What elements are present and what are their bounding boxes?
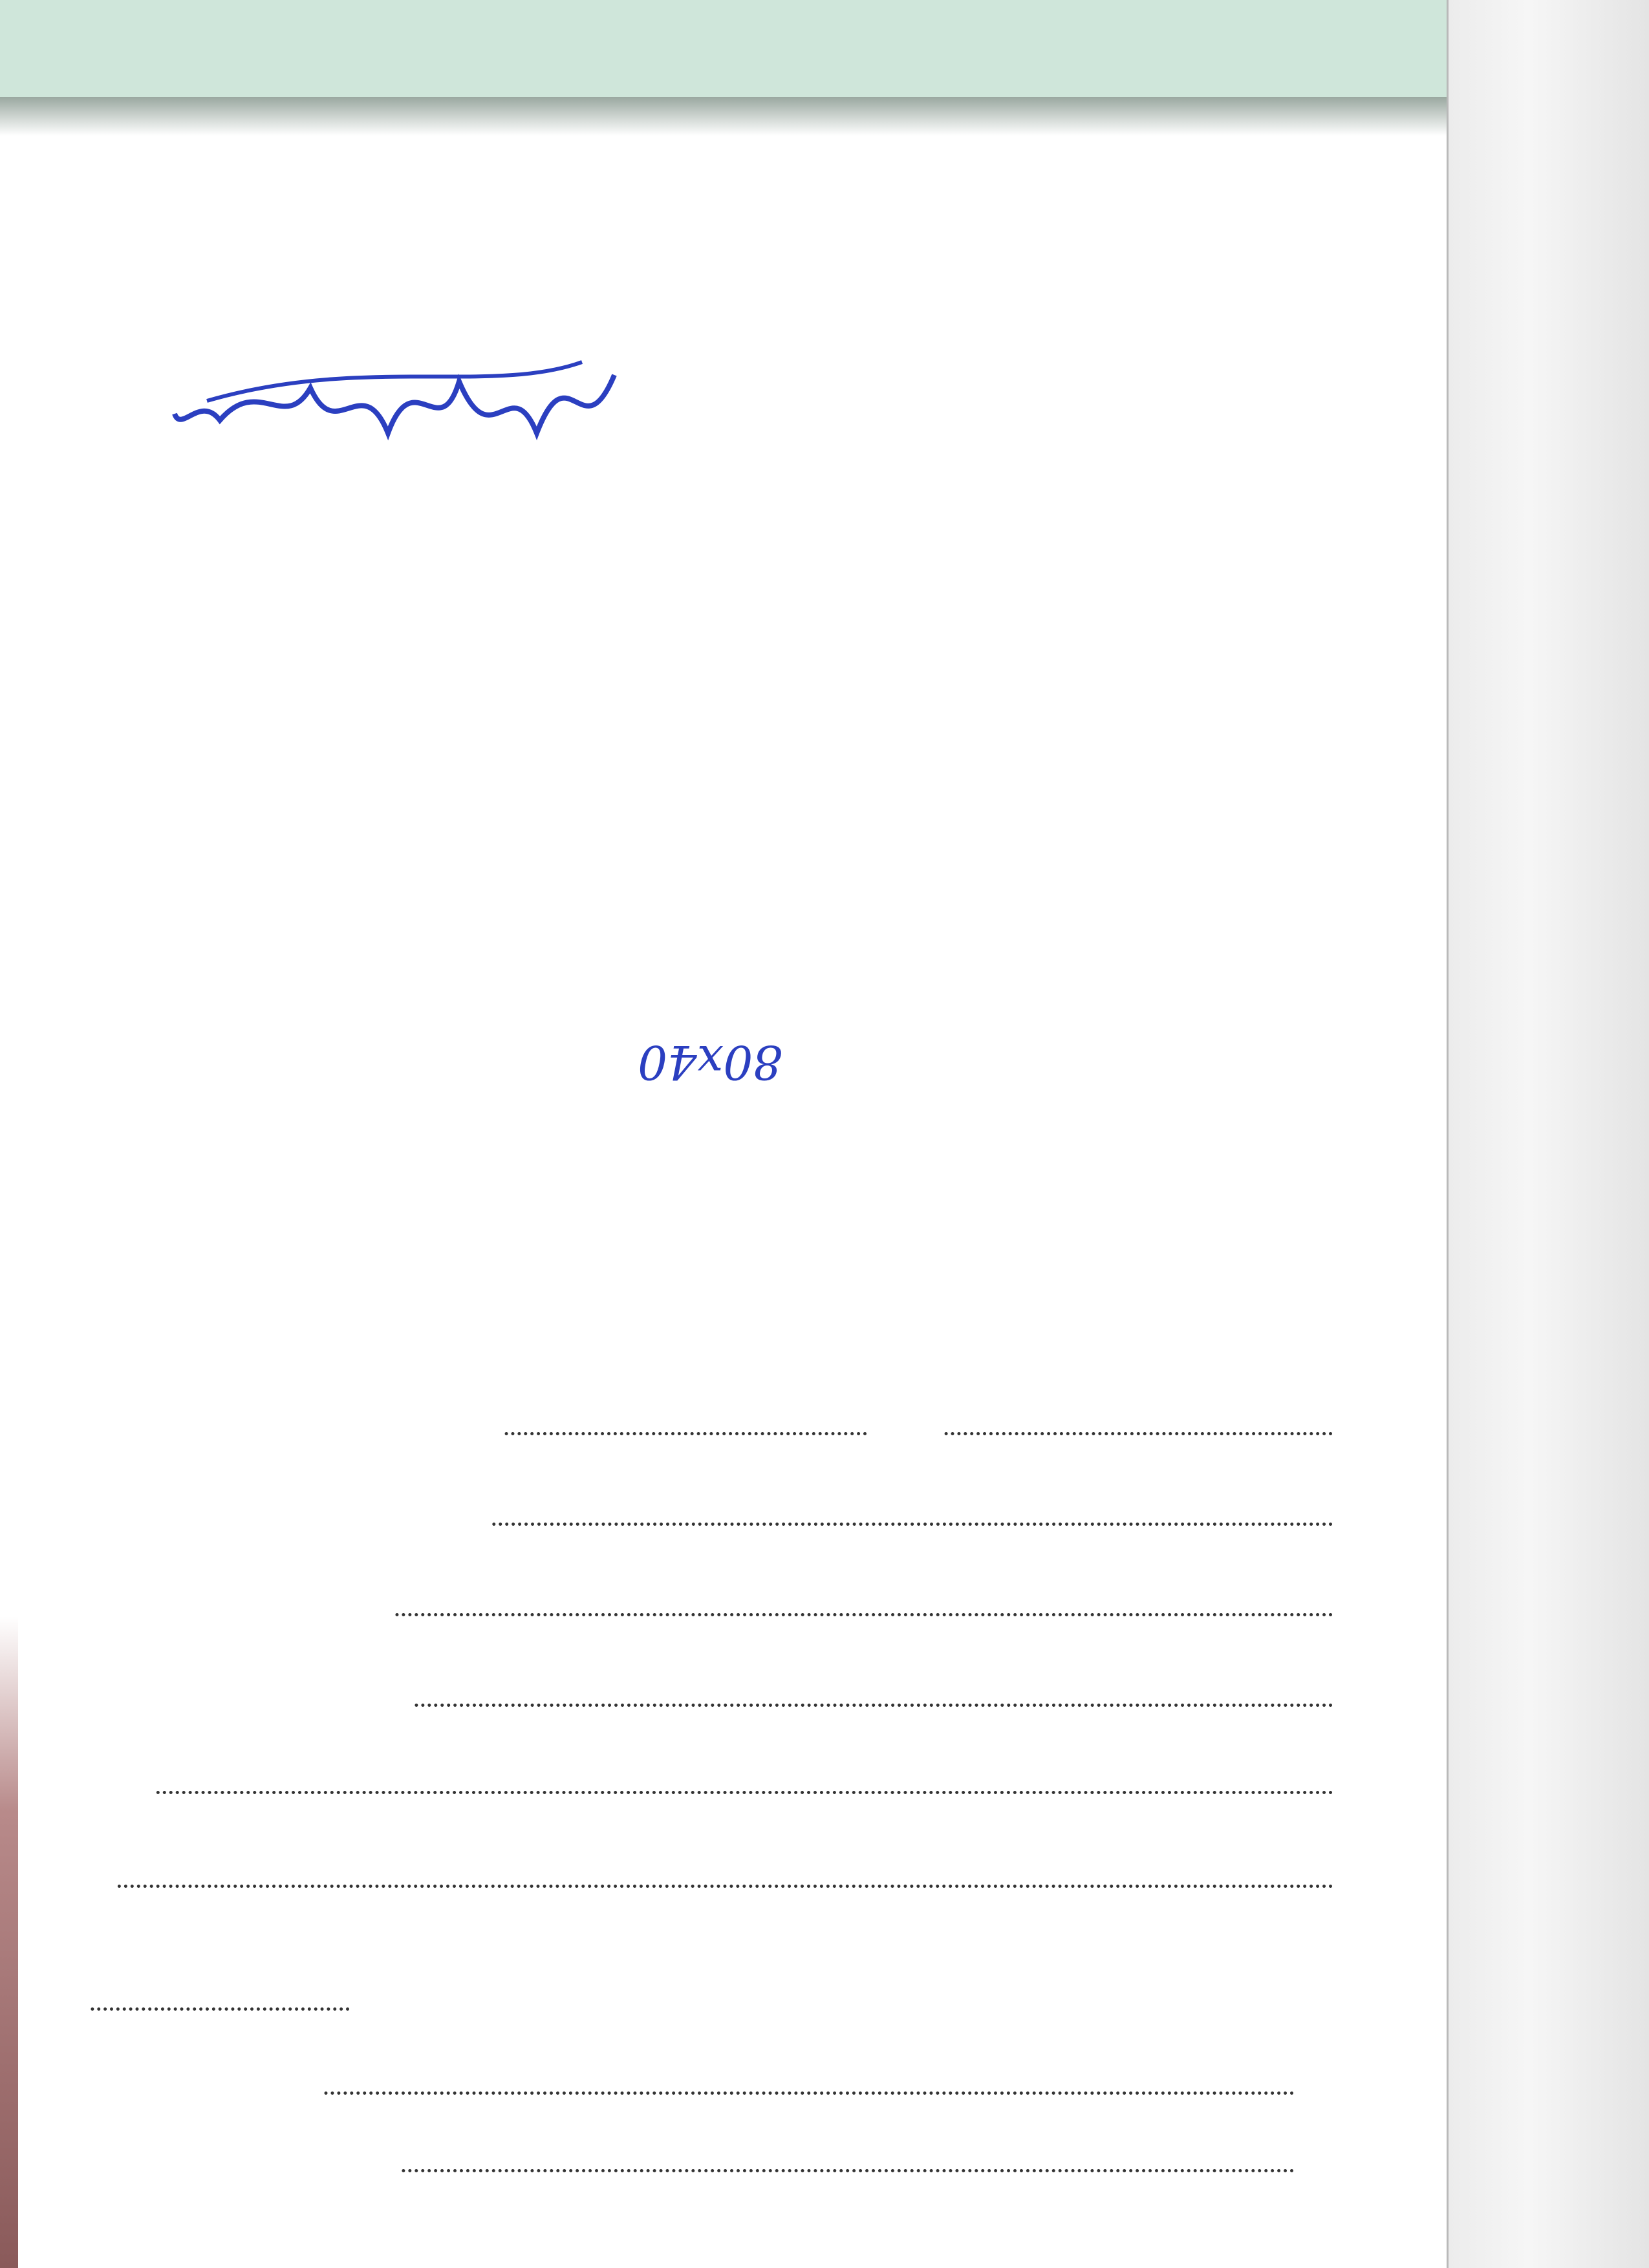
size-value: 80x40 xyxy=(638,1035,782,1089)
page-shadow xyxy=(0,97,1649,136)
scanner-top-strip xyxy=(0,0,1649,97)
father-dotted-line xyxy=(155,1791,1332,1794)
village-dotted-line xyxy=(394,1613,1332,1616)
scanner-right-margin xyxy=(1447,0,1649,2268)
extent-dotted-line-2 xyxy=(944,1432,1332,1435)
name-dotted-line xyxy=(116,1885,1332,1888)
witness-sign-line xyxy=(323,2091,1293,2095)
address-dotted-line xyxy=(414,1704,1332,1707)
form-page xyxy=(26,136,1449,2243)
survey-dotted-line xyxy=(491,1523,1332,1526)
scanner-left-edge xyxy=(0,1616,18,2268)
officer-signature xyxy=(168,343,621,472)
applicant-sign-line xyxy=(401,2169,1293,2172)
extent-dotted-line xyxy=(504,1432,867,1435)
footer-date-line xyxy=(91,2007,349,2011)
